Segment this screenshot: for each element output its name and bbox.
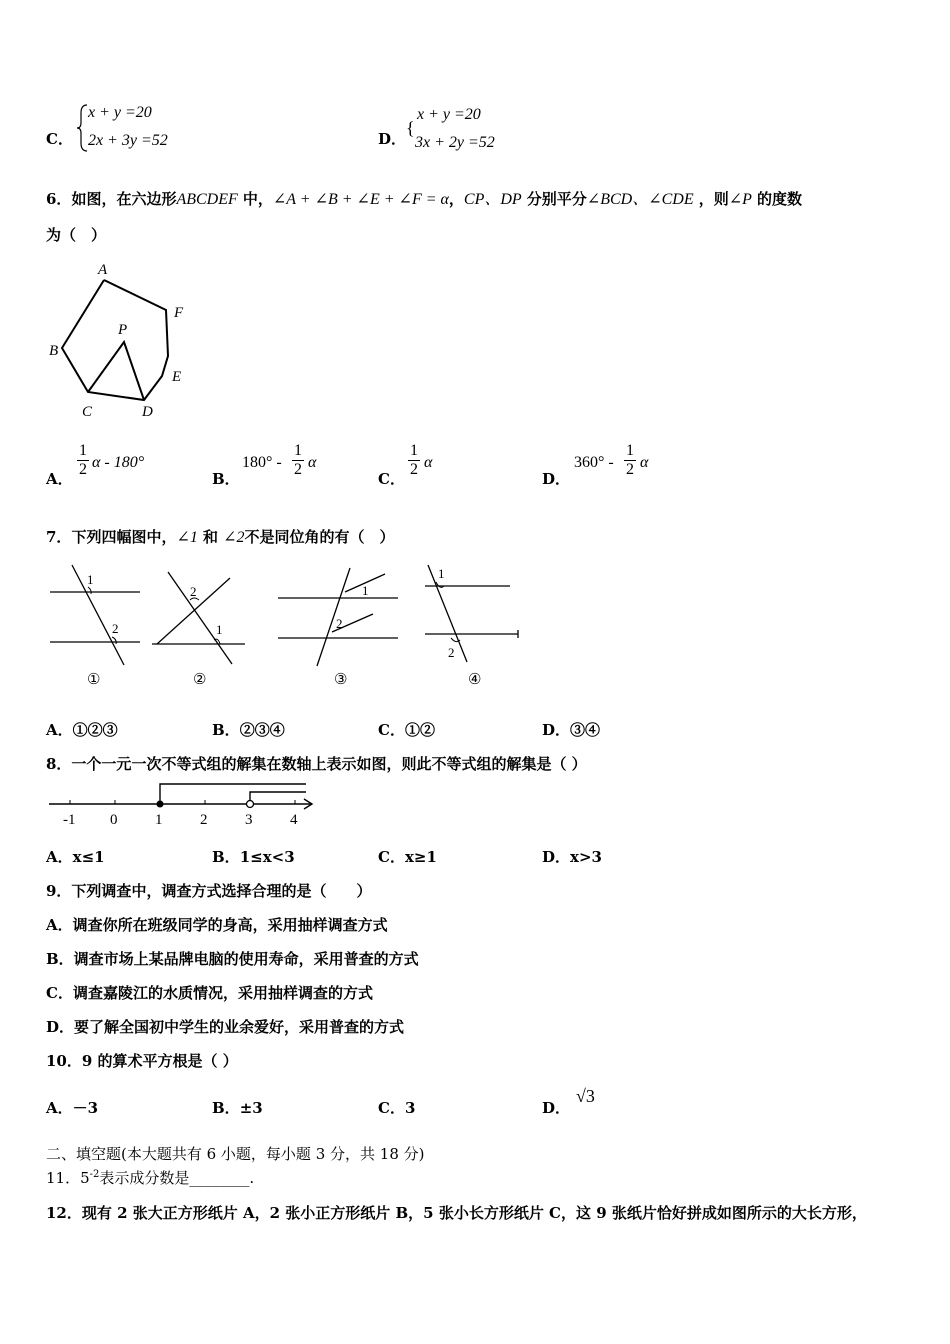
q8-option-a: A．x≤1 [46, 848, 105, 866]
svg-text:1: 1 [216, 622, 223, 637]
q6-text-2: 中， [242, 190, 273, 208]
q12-question: 12．现有 2 张大正方形纸片 A，2 张小正方形纸片 B，5 张小长方形纸片 C，这 9 张纸片恰好拼成如图所示的大长方形， [46, 1204, 867, 1222]
svg-text:2: 2 [112, 621, 119, 636]
q5-d-equation-1: x + y =20 [417, 106, 481, 123]
q6-text-3: ， [448, 190, 464, 208]
q5-c-equation-2: 2x + 3y =52 [88, 132, 168, 149]
q6-text-5: ，则 [698, 190, 729, 208]
q8-closed-point [157, 801, 164, 808]
q8-number-line [44, 780, 324, 830]
q6-option-a-fraction: $\frac{1}{2}$ [79, 442, 87, 478]
q7-figure-1-number: ① [87, 672, 101, 688]
q7-figure-4-number: ④ [468, 672, 482, 688]
q6-number: 6． [46, 190, 72, 208]
q7-angle-1: ∠1 [176, 529, 198, 546]
q6-fig-label-b: B [49, 343, 59, 359]
q7-option-b: B．②③④ [212, 721, 285, 739]
q8-option-c: C．x≥1 [378, 848, 437, 866]
q6-angles: ∠BCD、∠CDE [586, 191, 694, 208]
q6-option-d-prefix: 360° - [574, 454, 614, 471]
q6-text-line-2: 为（ ） [46, 226, 107, 244]
q5-option-d-label: D． [378, 130, 407, 148]
q6-option-a-rest: α - 180° [92, 454, 145, 471]
q6-option-b-label: B． [212, 470, 240, 488]
q9-option-c: C．调查嘉陵江的水质情况，采用抽样调查的方式 [46, 984, 373, 1002]
svg-text:2: 2 [336, 616, 343, 631]
q7-option-c: C．①② [378, 721, 435, 739]
q6-fig-label-f: F [174, 305, 184, 321]
q6-text-4: 分别平分 [526, 190, 587, 208]
q5-c-equation-1: x + y =20 [88, 104, 152, 121]
q6-fig-label-a: A [98, 262, 108, 278]
q9-question: 9．下列调查中，调查方式选择合理的是（ ） [46, 882, 372, 900]
q7-figure-4 [425, 565, 518, 688]
q8-open-point [247, 801, 254, 808]
q7-figure-2-number: ② [193, 672, 207, 688]
q6-text-1: 如图，在六边形 [71, 190, 177, 208]
q7-option-a: A．①②③ [46, 721, 118, 739]
q7-number: 7． [46, 528, 72, 546]
q8-tick-label: 2 [200, 812, 208, 828]
q9-option-a: A．调查你所在班级同学的身高，采用抽样调查方式 [46, 916, 388, 934]
q5-d-equation-2: 3x + 2y =52 [415, 134, 495, 151]
q8-tick-label: 1 [155, 812, 163, 828]
q6-fig-label-d: D [142, 404, 153, 420]
q5-d-brace: { [406, 118, 415, 138]
q6-option-a-label: A． [46, 470, 73, 488]
q7-text-1: 下列四幅图中， [71, 528, 177, 546]
q6-condition: ∠A + ∠B + ∠E + ∠F = α [272, 191, 449, 208]
q7-text-2: 和 [202, 528, 218, 546]
q7-figure-3 [278, 568, 398, 688]
q9-option-d: D．要了解全国初中学生的业余爱好，采用普查的方式 [46, 1018, 405, 1036]
q8-tick-label: 4 [290, 812, 298, 828]
q8-tick-label: 3 [245, 812, 253, 828]
svg-text:2: 2 [448, 645, 455, 660]
q6-hexagon-name: ABCDEF [176, 191, 238, 208]
q7-text-3: 不是同位角的有（ ） [244, 528, 395, 546]
q6-option-d-fraction: $\frac{1}{2}$ [626, 442, 634, 478]
q7-figure-3-number: ③ [334, 672, 348, 688]
q6-fig-label-p: P [118, 322, 128, 338]
q11-question: 11．$5^{-2}$表示成分数是________. [46, 1169, 255, 1187]
q6-angle-p: ∠P [728, 191, 752, 208]
svg-text:1: 1 [438, 566, 445, 581]
svg-text:1: 1 [362, 583, 369, 598]
q8-tick-label: -1 [63, 812, 76, 828]
q6-option-d-label: D． [542, 470, 571, 488]
q6-option-b-rest: α [308, 454, 317, 471]
q6-option-c-label: C． [378, 470, 405, 488]
q7-question [46, 526, 394, 547]
q7-figure-1 [50, 565, 140, 688]
q5-option-c-label: C． [46, 130, 73, 148]
q6-hexagon-figure [44, 258, 214, 423]
q9-option-b: B．调查市场上某品牌电脑的使用寿命，采用普查的方式 [46, 950, 419, 968]
q7-angle-2: ∠2 [223, 529, 245, 546]
q7-figure-2 [152, 572, 245, 688]
q6-option-b-prefix: 180° - [242, 454, 282, 471]
q6-question [46, 186, 802, 209]
section-2-heading: 二、填空题(本大题共有 6 小题，每小题 3 分，共 18 分) [46, 1145, 425, 1163]
q10-option-c: C．3 [378, 1099, 416, 1117]
q6-fig-label-e: E [172, 369, 182, 385]
svg-text:2: 2 [190, 584, 197, 599]
q6-option-b-fraction: $\frac{1}{2}$ [294, 442, 302, 478]
q10-question: 10．9 的算术平方根是（ ） [46, 1052, 238, 1070]
q8-option-b: B．1≤x<3 [212, 848, 295, 866]
q7-option-d: D．③④ [542, 721, 601, 739]
q6-option-c-rest: α [424, 454, 433, 471]
q7-figures [40, 560, 540, 695]
q6-bisectors: CP、DP [463, 191, 522, 208]
q8-question: 8．一个一元一次不等式组的解集在数轴上表示如图，则此不等式组的解集是（ ） [46, 755, 587, 773]
q6-fig-label-c: C [82, 404, 93, 420]
q6-option-d-rest: α [640, 454, 649, 471]
q8-option-d: D．x>3 [542, 848, 602, 866]
svg-text:1: 1 [87, 572, 94, 587]
q6-text-6: 的度数 [757, 190, 803, 208]
q6-option-c-fraction: $\frac{1}{2}$ [410, 442, 418, 478]
q10-option-d-sqrt: √3 [576, 1086, 595, 1106]
q10-option-d-label: D． [542, 1099, 571, 1117]
q8-tick-label: 0 [110, 812, 118, 828]
q10-option-b: B．±3 [212, 1099, 263, 1117]
q10-option-a: A．－3 [46, 1099, 99, 1117]
